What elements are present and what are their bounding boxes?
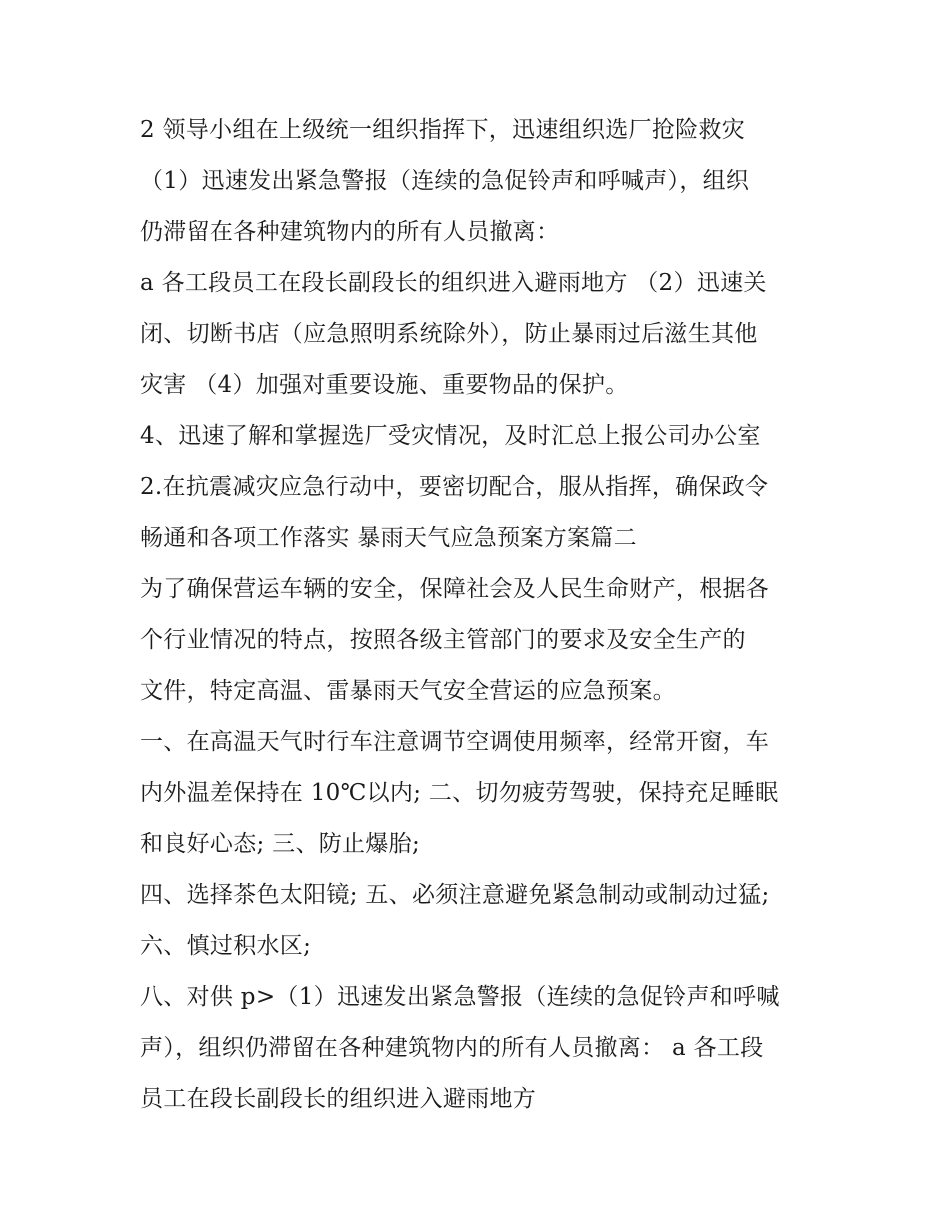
text-line-16: 四、选择茶色太阳镜; 五、必须注意避免紧急制动或制动过猛; [140,882,770,908]
text-line-6: 灾害 （4）加强对重要设施、重要物品的保护。 [140,372,629,398]
text-line-14: 内外温差保持在 10℃以内; 二、切勿疲劳驾驶，保持充足睡眠 [140,780,779,806]
text-line-4: a 各工段员工在段长副段长的组织进入避雨地方 （2）迅速关 [140,270,767,296]
document-text [140,108,820,1128]
text-line-17: 六、慎过积水区; [140,933,312,959]
text-line-20: 员工在段长副段长的组织进入避雨地方 [140,1086,537,1112]
text-line-11: 个行业情况的特点，按照各级主管部门的要求及安全生产的 [140,627,746,653]
text-line-2: （1）迅速发出紧急警报（连续的急促铃声和呼喊声），组织 [140,168,750,194]
text-line-18: 八、对供 p>（1）迅速发出紧急警报（连续的急促铃声和呼喊 [140,984,780,1010]
text-line-3: 仍滞留在各种建筑物内的所有人员撤离： [140,219,560,245]
text-line-15: 和良好心态; 三、防止爆胎; [140,831,421,857]
text-line-9: 畅通和各项工作落实 暴雨天气应急预案方案篇二 [140,525,637,551]
text-line-7: 4、迅速了解和掌握选厂受灾情况，及时汇总上报公司办公室 [140,423,761,449]
text-line-13: 一、在高温天气时行车注意调节空调使用频率，经常开窗，车 [140,729,770,755]
text-line-19: 声），组织仍滞留在各种建筑物内的所有人员撤离： a 各工段 [140,1035,764,1061]
text-line-8: 2.在抗震减灾应急行动中，要密切配合，服从指挥，确保政令 [140,474,769,500]
text-line-10: 为了确保营运车辆的安全，保障社会及人民生命财产，根据各 [140,576,770,602]
text-line-1: 2 领导小组在上级统一组织指挥下，迅速组织选厂抢险救灾 [140,117,746,143]
text-line-5: 闭、切断书店（应急照明系统除外），防止暴雨过后滋生其他 [140,321,758,347]
text-line-12: 文件，特定高温、雷暴雨天气安全营运的应急预案。 [140,678,676,704]
